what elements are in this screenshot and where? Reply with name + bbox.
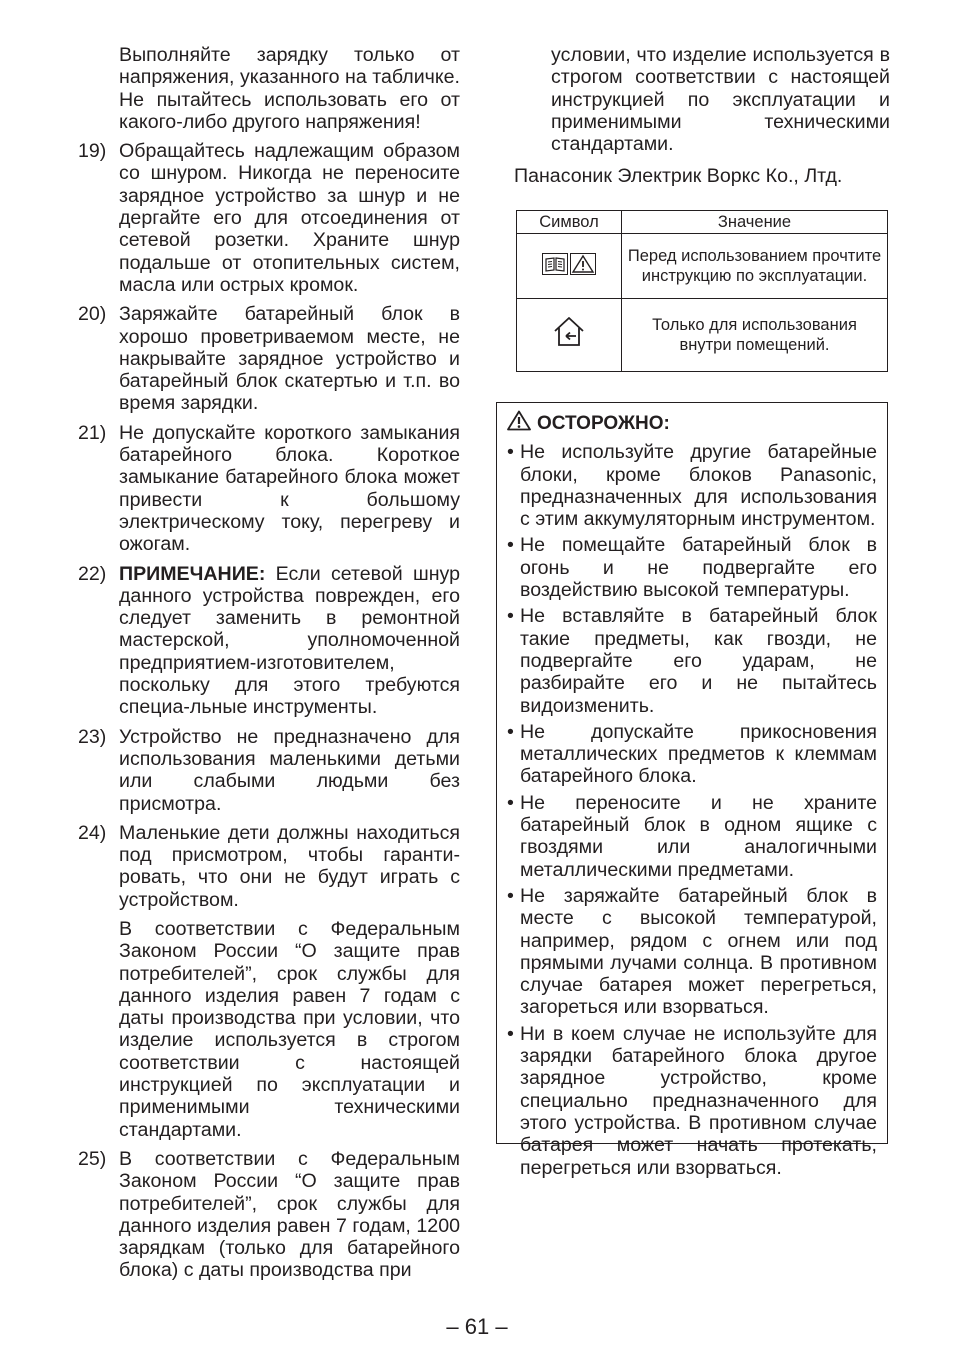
intro-paragraph: Выполняйте зарядку только от напряжения, указанного на табличке. Не пытайтесь использовать его от какого-либо другого напряжения! (119, 44, 460, 133)
item-number: 19) (78, 140, 107, 163)
continuation-paragraph: условии, что изделие используется в строгом соответствии с настоящей инструкцией по эксплуатации и применимыми техническими стандартами. (551, 44, 890, 156)
list-item-22 (72, 563, 460, 719)
item-text: Заряжайте батарейный блок в хорошо проветриваемом месте, не накрывайте зарядное устройство и батарейный блок скатертью и т.п. во время зарядки. (119, 303, 460, 415)
company-name: Панасоник Электрик Воркс Ко., Лтд. (514, 165, 843, 188)
item-number: 24) (78, 821, 107, 844)
item-number: 23) (78, 725, 107, 748)
symbol-table-header (517, 210, 888, 233)
meaning-cell: Перед использованием прочтите инструкцию по эксплуатации. (622, 233, 888, 298)
symbol-table (516, 210, 888, 372)
warning-header (507, 410, 877, 437)
page-number: – 61 – (446, 1314, 508, 1339)
left-column (72, 44, 460, 1282)
header-meaning: Значение (622, 210, 888, 233)
item-text: Маленькие дети должны находиться под присмотром, чтобы гаранти-ровать, что они не будут играть с устройством. (119, 821, 460, 911)
warning-item: • Не используйте другие батарейные блоки, кроме блоков Panasonic, предназначенных для использования с этим аккумуляторным инструментом. (507, 441, 877, 531)
warning-box (496, 402, 888, 1179)
meaning-cell: Только для использования внутри помещений. (622, 298, 888, 371)
item-text: В соответствии с Федеральным Законом России “О защите прав потребителей”, срок службы для данного изделия равен 7 годам, 1200 зарядкам (только для батарейного блока) с даты производства при (119, 1147, 460, 1282)
note-text: Если сетевой шнур данного устройства поврежден, его следует заменить в ремонтной мастерской, уполномоченной предприятием-изготовителем, поскольку для этого требуются специа-льные инструменты. (119, 562, 460, 719)
warning-item: • Не вставляйте в батарейный блок такие предметы, как гвозди, не подвергайте его ударам, не разбирайте его и не пытайтесь видоизменить. (507, 605, 877, 717)
note-label: ПРИМЕЧАНИЕ: (119, 562, 266, 585)
item-number: 21) (78, 421, 107, 444)
warning-triangle-small-icon (570, 253, 596, 275)
warning-item: • Не помещайте батарейный блок в огонь и не подвергайте его воздействию высокой температуры. (507, 534, 877, 602)
header-symbol: Символ (517, 210, 622, 233)
list-item-20 (72, 303, 460, 414)
list-item-25 (72, 1148, 460, 1282)
table-row (517, 298, 888, 371)
warning-item: • Не допускайте прикосновения металлических предметов к клеммам батарейного блока. (507, 720, 877, 788)
item-text (119, 563, 460, 719)
warning-item: • Не переносите и не храните батарейный блок в одном ящике с гвоздями или аналогичными металлическими предметами. (507, 791, 877, 881)
item-text: Устройство не предназначено для использования маленькими детьми или слабыми людьми без присмотра. (119, 725, 460, 815)
warning-item: • Ни в коем случае не используйте для зарядки батарейного блока другое зарядное устройство, кроме специально предназначенного для этого устройства. В противном случае батарея может начать протекать, перегреться или взорваться. (507, 1022, 877, 1179)
item-text-warranty: В соответствии с Федеральным Законом России “О защите прав потребителей”, срок службы для данного изделия равен 7 годам с даты производства при условии, что изделие используется в строгом соответствии с настоящей инструкцией по эксплуатации и применимыми техническими стандартами. (119, 917, 460, 1141)
indoor-house-icon (549, 336, 589, 354)
right-column (514, 44, 890, 372)
item-number: 25) (78, 1147, 107, 1170)
warning-triangle-icon (507, 410, 531, 437)
list-item-19 (72, 140, 460, 296)
book-warning-icon (542, 253, 596, 275)
table-row (517, 233, 888, 298)
item-text: Обращайтесь надлежащим образом со шнуром. Никогда не переносите зарядное устройство за шнур и не дергайте его для отсоединения от сетевой розетки. Храните шнур подальше от отопительных систем, масла или острых кромок. (119, 140, 460, 296)
list-item-23 (72, 726, 460, 815)
warning-item: • Не заряжайте батарейный блок в месте с высокой температурой, например, рядом с огнем или под прямыми лучами солнца. В противном случае батарея может перегреться, загореться или взорваться. (507, 884, 877, 1019)
book-icon (542, 253, 568, 275)
warning-title: ОСТОРОЖНО: (537, 412, 670, 434)
list-item-21 (72, 422, 460, 556)
item-text: Не допускайте короткого замыкания батарейного блока. Короткое замыкание батарейного блока может привести к большому электрическому току, перегреву и ожогам. (119, 421, 460, 556)
item-number: 20) (78, 303, 107, 326)
item-number: 22) (78, 562, 107, 585)
list-item-24 (72, 822, 460, 1141)
